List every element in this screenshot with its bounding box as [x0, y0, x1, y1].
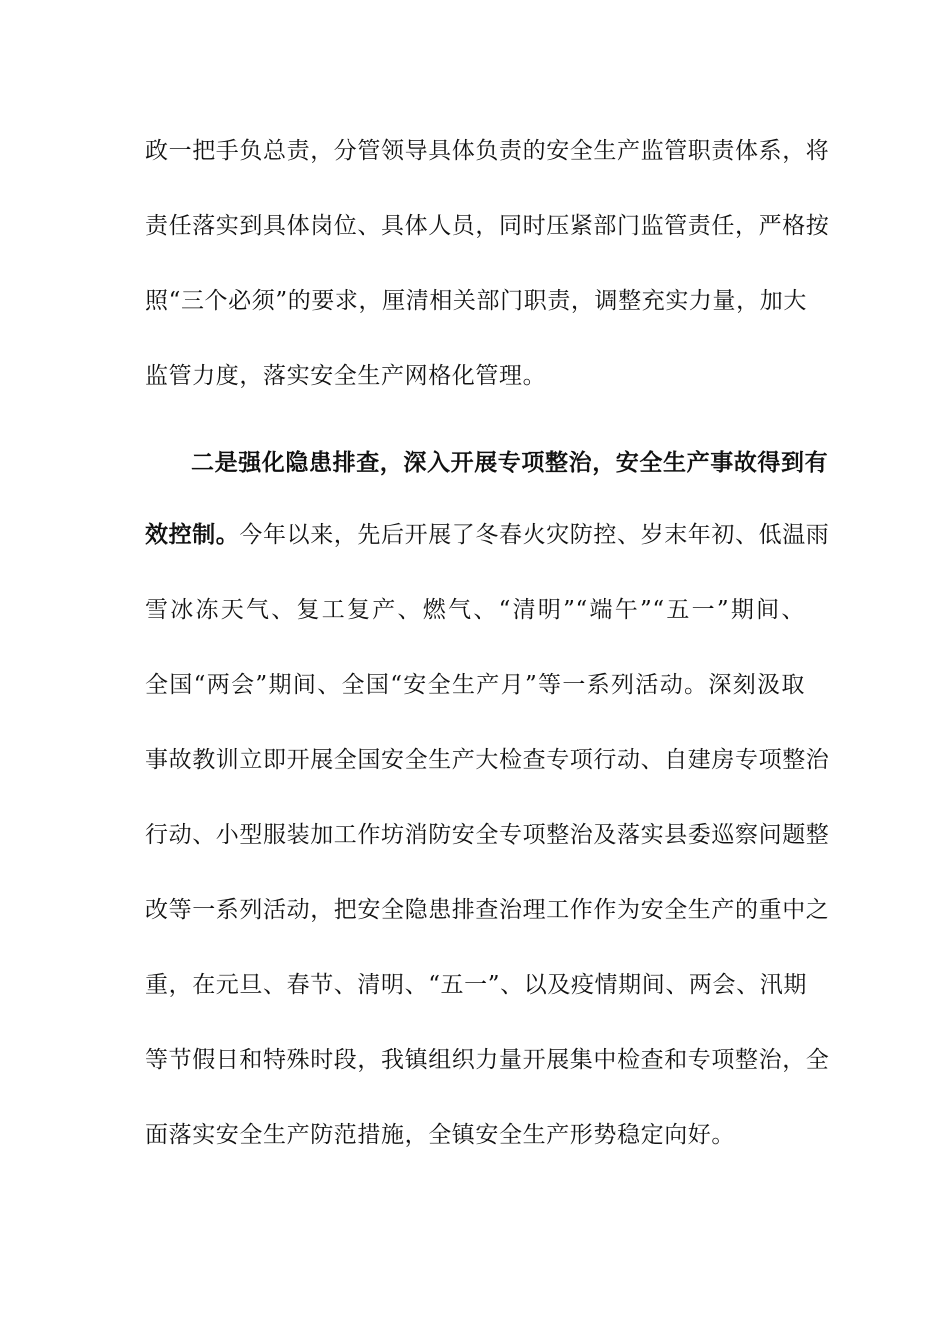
paragraph-2-line-4: 全国“两会”期间、全国“安全生产月”等一系列活动。深刻汲取 — [145, 672, 805, 698]
paragraph-2-line-2 — [145, 515, 830, 555]
paragraph-1-line-3: 照“三个必须”的要求，厘清相关部门职责，调整充实力量，加大 — [145, 288, 807, 314]
paragraph-2-line-6: 行动、小型服装加工作坊消防安全专项整治及落实县委巡察问题整 — [145, 822, 830, 848]
paragraph-2-line-9: 等节假日和特殊时段，我镇组织力量开展集中检查和专项整治，全 — [145, 1047, 830, 1073]
paragraph-2-line-7: 改等一系列活动，把安全隐患排查治理工作作为安全生产的重中之 — [145, 897, 830, 923]
paragraph-2-heading-tail: 效控制。 — [145, 521, 240, 548]
paragraph-2-line-5: 事故教训立即开展全国安全生产大检查专项行动、自建房专项整治 — [145, 747, 830, 773]
paragraph-2-line-2-rest: 今年以来，先后开展了冬春火灾防控、岁末年初、低温雨 — [239, 522, 830, 548]
paragraph-2-heading-line: 二是强化隐患排查，深入开展专项整治，安全生产事故得到有 — [191, 449, 829, 476]
paragraph-2-line-3: 雪冰冻天气、复工复产、燃气、“清明”“端午”“五一”期间、 — [145, 597, 805, 623]
paragraph-1-line-1: 政一把手负总责，分管领导具体负责的安全生产监管职责体系，将 — [145, 138, 830, 164]
paragraph-1-line-4: 监管力度，落实安全生产网格化管理。 — [145, 363, 547, 389]
paragraph-1-line-2: 责任落实到具体岗位、具体人员，同时压紧部门监管责任，严格按 — [145, 213, 830, 239]
paragraph-2-line-10: 面落实安全生产防范措施，全镇安全生产形势稳定向好。 — [145, 1122, 735, 1148]
paragraph-2-line-8: 重，在元旦、春节、清明、“五一”、以及疫情期间、两会、汛期 — [145, 972, 807, 998]
